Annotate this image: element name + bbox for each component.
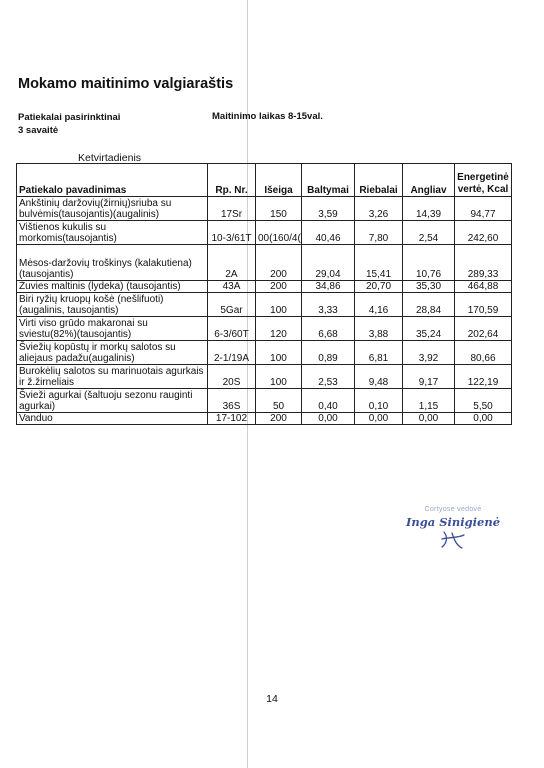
dish-name-cell: Vištienos kukulis su morkomis(tausojantis) xyxy=(17,221,208,245)
protein-cell: 0,40 xyxy=(302,389,355,413)
carbs-cell: 2,54 xyxy=(403,221,455,245)
protein-cell: 2,53 xyxy=(302,365,355,389)
dish-name-cell: Virti viso grūdo makaronai su sviestu(82%)(tausojantis) xyxy=(17,317,208,341)
carbs-cell: 0,00 xyxy=(403,413,455,425)
carbs-cell: 9,17 xyxy=(403,365,455,389)
table-row xyxy=(17,245,512,281)
dish-name-cell: Mėsos-daržovių troškinys (kalakutiena) (tausojantis) xyxy=(17,245,208,281)
day-label: Ketvirtadienis xyxy=(78,152,142,164)
energy-cell: 94,77 xyxy=(455,197,512,221)
protein-cell: 6,68 xyxy=(302,317,355,341)
meal-time: Maitinimo laikas 8-15val. xyxy=(212,111,323,122)
header-energy-line1: Energetinė xyxy=(457,172,509,183)
recipe-number-cell: 2A xyxy=(208,245,256,281)
protein-cell: 29,04 xyxy=(302,245,355,281)
energy-cell: 242,60 xyxy=(455,221,512,245)
document-title: Mokamo maitinimo valgiaraštis xyxy=(18,76,234,92)
dish-name-cell: Biri ryžių kruopų košė (nešlifuoti)(augalinis, tausojantis) xyxy=(17,293,208,317)
protein-cell: 3,33 xyxy=(302,293,355,317)
fat-cell: 6,81 xyxy=(355,341,403,365)
carbs-cell: 1,15 xyxy=(403,389,455,413)
recipe-number-cell: 17Sr xyxy=(208,197,256,221)
protein-cell: 40,46 xyxy=(302,221,355,245)
portion-cell: 200 xyxy=(256,245,302,281)
carbs-cell: 28,84 xyxy=(403,293,455,317)
fat-cell: 7,80 xyxy=(355,221,403,245)
signature-name: Inga Sinigienė xyxy=(405,515,501,529)
table-row xyxy=(17,281,512,293)
signature-role: Cortyose vėdovė xyxy=(424,506,482,513)
portion-cell: 100 xyxy=(256,365,302,389)
protein-cell: 0,00 xyxy=(302,413,355,425)
header-portion: Išeiga xyxy=(256,164,302,197)
recipe-number-cell: 43A xyxy=(208,281,256,293)
menu-info xyxy=(18,111,120,137)
fat-cell: 15,41 xyxy=(355,245,403,281)
header-dish-name: Patiekalo pavadinimas xyxy=(17,164,208,197)
dish-name-cell: Švieži agurkai (šaltuoju sezonu rauginti agurkai) xyxy=(17,389,208,413)
header-protein: Baltymai xyxy=(302,164,355,197)
energy-cell: 289,33 xyxy=(455,245,512,281)
table-row xyxy=(17,365,512,389)
table-row xyxy=(17,389,512,413)
protein-cell: 3,59 xyxy=(302,197,355,221)
energy-cell: 170,59 xyxy=(455,293,512,317)
table-row xyxy=(17,317,512,341)
table-row xyxy=(17,413,512,425)
recipe-number-cell: 5Gar xyxy=(208,293,256,317)
portion-cell: 150 xyxy=(256,197,302,221)
table-row xyxy=(17,293,512,317)
portion-cell: 100 xyxy=(256,341,302,365)
carbs-cell: 14,39 xyxy=(403,197,455,221)
menu-table xyxy=(16,163,512,425)
table-header-row xyxy=(17,164,512,197)
fat-cell: 3,88 xyxy=(355,317,403,341)
fat-cell: 20,70 xyxy=(355,281,403,293)
protein-cell: 0,89 xyxy=(302,341,355,365)
energy-cell: 122,19 xyxy=(455,365,512,389)
fat-cell: 4,16 xyxy=(355,293,403,317)
recipe-number-cell: 2-1/19A xyxy=(208,341,256,365)
header-carbs: Angliav xyxy=(403,164,455,197)
carbs-cell: 3,92 xyxy=(403,341,455,365)
table-row xyxy=(17,341,512,365)
header-energy-line2: vertė, Kcal xyxy=(457,184,509,195)
subtitle-choice: Patiekalai pasirinktinai xyxy=(18,112,121,123)
header-energy xyxy=(455,164,512,197)
protein-cell: 34,86 xyxy=(302,281,355,293)
table-row xyxy=(17,197,512,221)
dish-name-cell: Burokėlių salotos su marinuotais agurkais ir ž.žirneliais xyxy=(17,365,208,389)
fat-cell: 9,48 xyxy=(355,365,403,389)
header-fat: Riebalai xyxy=(355,164,403,197)
week-label: 3 savaitė xyxy=(18,125,59,136)
recipe-number-cell: 20S xyxy=(208,365,256,389)
dish-name-cell: Šviežių kopūstų ir morkų salotos su aliejaus padažu(augalinis) xyxy=(17,341,208,365)
fat-cell: 0,10 xyxy=(355,389,403,413)
recipe-number-cell: 17-102 xyxy=(208,413,256,425)
fat-cell: 0,00 xyxy=(355,413,403,425)
carbs-cell: 35,30 xyxy=(403,281,455,293)
dish-name-cell: Vanduo xyxy=(17,413,208,425)
recipe-number-cell: 6-3/60T xyxy=(208,317,256,341)
portion-cell: 00(160/4( xyxy=(256,221,302,245)
carbs-cell: 10,76 xyxy=(403,245,455,281)
signature-stamp xyxy=(398,506,508,551)
carbs-cell: 35,24 xyxy=(403,317,455,341)
header-recipe-number: Rp. Nr. xyxy=(208,164,256,197)
energy-cell: 80,66 xyxy=(455,341,512,365)
energy-cell: 202,64 xyxy=(455,317,512,341)
energy-cell: 464,88 xyxy=(455,281,512,293)
recipe-number-cell: 36S xyxy=(208,389,256,413)
portion-cell: 100 xyxy=(256,293,302,317)
portion-cell: 200 xyxy=(256,413,302,425)
energy-cell: 0,00 xyxy=(455,413,512,425)
portion-cell: 50 xyxy=(256,389,302,413)
table-row xyxy=(17,221,512,245)
recipe-number-cell: 10-3/61T xyxy=(208,221,256,245)
handwritten-signature-icon xyxy=(438,529,468,551)
portion-cell: 120 xyxy=(256,317,302,341)
portion-cell: 200 xyxy=(256,281,302,293)
fat-cell: 3,26 xyxy=(355,197,403,221)
page-number: 14 xyxy=(266,693,278,705)
dish-name-cell: Žuvies maltinis (lydeka) (tausojantis) xyxy=(17,281,208,293)
energy-cell: 5,50 xyxy=(455,389,512,413)
dish-name-cell: Ankštinių daržovių(žirnių)sriuba su bulvėmis(tausojantis)(augalinis) xyxy=(17,197,208,221)
